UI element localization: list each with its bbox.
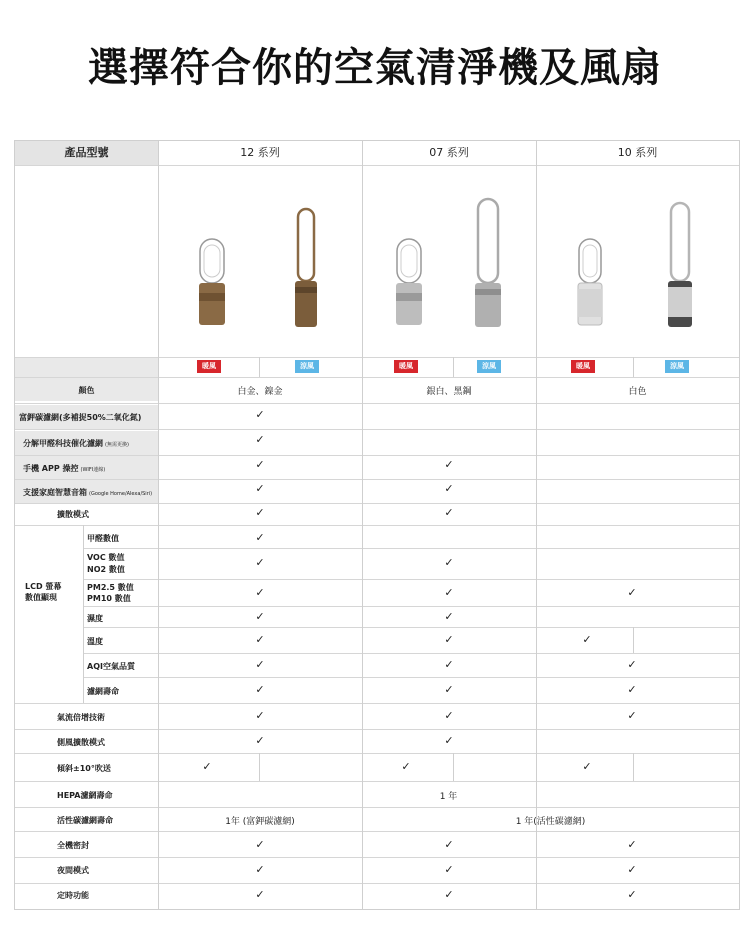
row-label-diffuse-mode: 擴散模式 <box>57 510 89 519</box>
check-mark: ✓ <box>627 888 637 901</box>
color-07: 銀白、黑鋼 <box>426 387 472 397</box>
check-mark: ✓ <box>255 734 265 747</box>
row-label-hepa-life: HEPA濾網壽命 <box>57 791 113 800</box>
lcd-item-no2: NO2 數值 <box>87 565 125 574</box>
check-mark: ✓ <box>444 658 454 671</box>
check-mark: ✓ <box>444 633 454 646</box>
lcd-item-filter-life: 濾網壽命 <box>87 687 119 696</box>
color-12: 白金、鎳金 <box>237 387 283 397</box>
row-label-sealed: 全機密封 <box>57 841 89 850</box>
lcd-item-voc: VOC 數值 <box>87 553 125 562</box>
check-mark: ✓ <box>255 633 265 646</box>
check-mark: ✓ <box>582 633 592 646</box>
check-mark: ✓ <box>444 610 454 623</box>
check-mark: ✓ <box>444 888 454 901</box>
row-label-timer: 定時功能 <box>57 891 89 900</box>
check-mark: ✓ <box>255 531 265 544</box>
comparison-table <box>14 140 740 910</box>
lcd-item-aqi: AQI空氣品質 <box>87 662 135 671</box>
check-mark: ✓ <box>582 760 592 773</box>
row-label-color: 顏色 <box>78 386 95 395</box>
check-mark: ✓ <box>444 709 454 722</box>
lcd-item-pm25: PM2.5 數值 <box>87 583 134 592</box>
check-mark: ✓ <box>255 482 265 495</box>
check-mark: ✓ <box>627 863 637 876</box>
row-label-night-mode: 夜間模式 <box>57 866 89 875</box>
mode-badge-warm: 暖風 <box>394 360 418 373</box>
row-label-carbon-life: 活性碳濾網壽命 <box>57 816 113 825</box>
check-mark: ✓ <box>255 709 265 722</box>
check-mark: ✓ <box>444 556 454 569</box>
mode-badge-warm: 暖風 <box>571 360 595 373</box>
lcd-display-label: LCD 螢幕 數值顯現 <box>25 582 62 602</box>
check-mark: ✓ <box>627 683 637 696</box>
check-mark: ✓ <box>255 506 265 519</box>
mode-badge-cool: 涼風 <box>665 360 689 373</box>
color-10: 白色 <box>628 387 647 397</box>
check-mark: ✓ <box>255 683 265 696</box>
mode-badge-cool: 涼風 <box>295 360 319 373</box>
row-label-side-diffuse: 側風擴散模式 <box>57 738 105 747</box>
row-label-app-control: 手機 APP 操控 (WIFI連線) <box>23 464 106 473</box>
product-12-cool-image <box>292 207 320 331</box>
model-header: 產品型號 <box>15 141 158 165</box>
check-mark: ✓ <box>255 863 265 876</box>
check-mark: ✓ <box>255 610 265 623</box>
check-mark: ✓ <box>255 586 265 599</box>
product-07-warm-image <box>394 237 424 329</box>
lcd-item-temperature: 溫度 <box>87 637 103 646</box>
hepa-life-value: 1 年 <box>439 792 458 802</box>
check-mark: ✓ <box>444 586 454 599</box>
page-title: 選擇符合你的空氣清淨機及風扇 <box>88 45 662 91</box>
lcd-item-humidity: 濕度 <box>87 614 103 623</box>
check-mark: ✓ <box>401 760 411 773</box>
lcd-item-formaldehyde: 甲醛數值 <box>87 534 119 543</box>
row-label-tilt: 傾斜±10°吹送 <box>57 764 111 773</box>
series-10-header: 10 系列 <box>617 146 658 159</box>
mode-badge-warm: 暖風 <box>197 360 221 373</box>
series-07-header: 07 系列 <box>429 146 469 159</box>
row-label-catalytic-filter: 分解甲醛科技催化濾網 (無需更換) <box>23 439 129 448</box>
series-12-header: 12 系列 <box>240 146 280 159</box>
check-mark: ✓ <box>627 838 637 851</box>
check-mark: ✓ <box>444 458 454 471</box>
row-label-smart-speaker: 支援家庭智慧音箱 (Google Home/Alexa/Siri) <box>23 488 153 497</box>
check-mark: ✓ <box>444 863 454 876</box>
product-07-cool-image <box>472 197 504 331</box>
check-mark: ✓ <box>255 458 265 471</box>
check-mark: ✓ <box>444 734 454 747</box>
product-10-cool-image <box>665 201 695 331</box>
check-mark: ✓ <box>255 408 265 421</box>
check-mark: ✓ <box>255 838 265 851</box>
check-mark: ✓ <box>627 658 637 671</box>
row-label-potassium-filter: 富鉀碳濾網(多補捉50%二氧化氮) <box>19 413 142 422</box>
mode-badge-cool: 涼風 <box>477 360 501 373</box>
row-label-air-multiplier: 氣流倍增技術 <box>57 713 105 722</box>
check-mark: ✓ <box>444 506 454 519</box>
product-12-warm-image <box>197 237 227 329</box>
check-mark: ✓ <box>255 888 265 901</box>
check-mark: ✓ <box>255 433 265 446</box>
product-10-warm-image <box>576 237 604 329</box>
check-mark: ✓ <box>202 760 212 773</box>
check-mark: ✓ <box>444 482 454 495</box>
lcd-item-pm10: PM10 數值 <box>87 594 131 603</box>
check-mark: ✓ <box>444 838 454 851</box>
check-mark: ✓ <box>627 586 637 599</box>
carbon-life-12: 1年 (富鉀碳濾網) <box>225 817 295 827</box>
carbon-life-07-10: 1 年(活性碳濾網) <box>515 817 586 827</box>
check-mark: ✓ <box>444 683 454 696</box>
check-mark: ✓ <box>255 556 265 569</box>
check-mark: ✓ <box>627 709 637 722</box>
check-mark: ✓ <box>255 658 265 671</box>
